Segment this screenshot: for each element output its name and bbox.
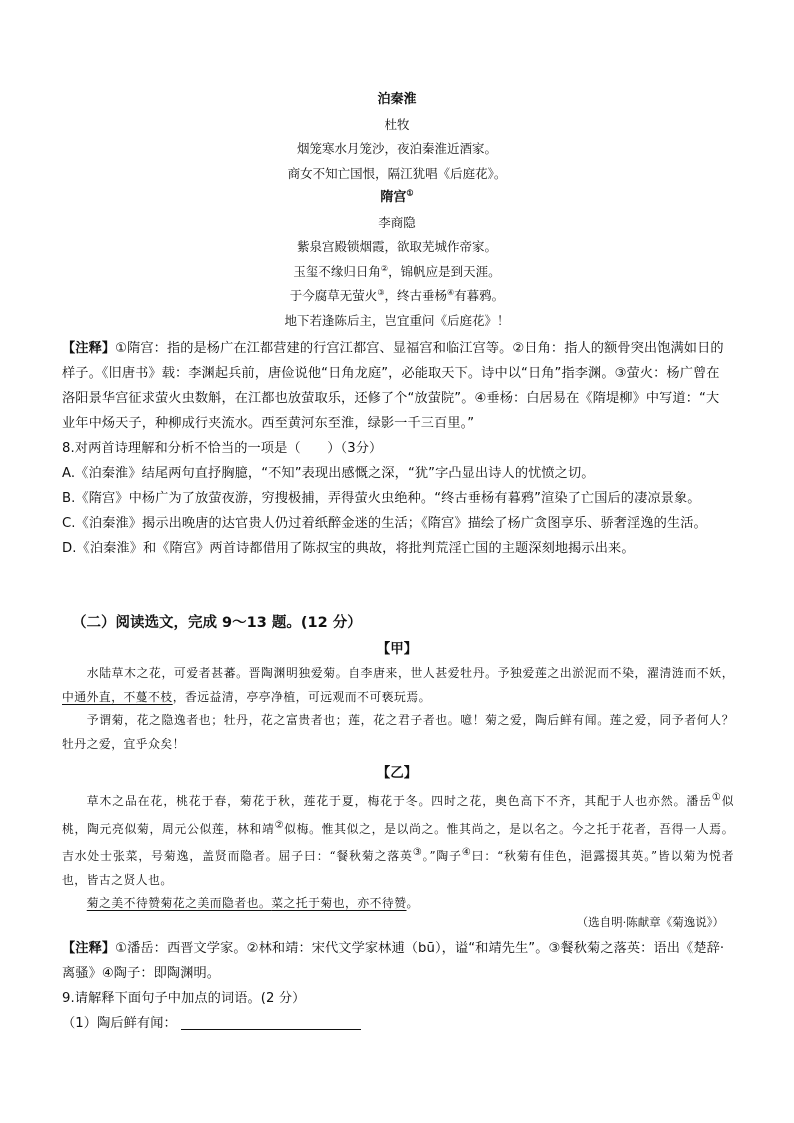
text-notes-paragraph <box>62 936 732 986</box>
poem1-line-2: 商女不知亡国恨，隔江犹唱《后庭花》。 <box>287 165 507 181</box>
yi-p2-underlined-1: 菊之美不待赞菊花之美而隐者也。 <box>86 896 272 911</box>
q9-item-1 <box>62 1011 732 1036</box>
poem2-line-2b: ，锦帆应是到天涯。 <box>388 263 501 279</box>
jia-p1-b: ，香远益清，亭亭净植，可远观而不可亵玩焉。 <box>172 689 431 704</box>
text-notes <box>62 936 732 986</box>
poem2-note-4: ④ <box>447 287 455 297</box>
q8-option-b: B.《隋宫》中杨广为了放萤夜游，穷搜极捕，弄得萤火虫绝种。“终古垂杨有暮鸦”渲染了亡国后的凄凉景象。 <box>62 491 701 506</box>
poem2-title-note: ① <box>406 187 414 198</box>
poem1-author: 杜牧 <box>384 116 410 132</box>
poem2-line-1: 紫泉宫殿锁烟霞，欲取芜城作帝家。 <box>296 239 497 254</box>
q8-option-d: D.《泊秦淮》和《隋宫》两首诗都借用了陈叔宝的典故，将批判荒淫亡国的主题深刻地揭示出来。 <box>62 541 635 556</box>
poem2-author: 李商隐 <box>378 214 416 230</box>
poem-notes <box>62 336 732 436</box>
jia-paragraph-1 <box>62 662 734 709</box>
q9-stem: 9.请解释下面句子中加点的词语。(2 分） <box>62 991 306 1006</box>
poem2-note-3: ③ <box>377 287 385 297</box>
poem2-line-2 <box>0 260 794 285</box>
notes1-text: ①隋宫：指的是杨广在江都营建的行宫江都宫、显福宫和临江宫等。②日角：指人的额骨突出饱满如日的样子。《旧唐书》载：李渊起兵前，唐俭说他“日角龙庭”，必能取天下。诗中以“日角”指李渊。③萤火：杨广曾在洛阳景华宫征求萤火虫数斛，在江都也放萤取乐，还修了个“放萤院”。④垂杨：白居易在《隋堤柳》中写道：“大业年中炀天子，种柳成行夹流水。西至黄河东至淮，绿影一千三百里。” <box>62 341 724 431</box>
section-2-heading: （二）阅读选文，完成 9～13 题。(12 分） <box>72 615 362 631</box>
yi-p1-e: 曰：“秋菊有佳色，浥露掇其英。”皆以菊为悦者也，皆古之贤人也。 <box>62 848 735 887</box>
poem1-title: 泊秦淮 <box>377 92 417 107</box>
q9-answer-blank-1[interactable] <box>181 1015 361 1030</box>
jia-text <box>62 662 734 756</box>
yi-paragraph-1 <box>62 786 734 892</box>
notes2-label: 【注释】 <box>62 941 116 956</box>
yi-note-3: ③ <box>412 847 423 859</box>
poem-sui-gong <box>0 186 794 333</box>
yi-source: （选自明·陈献章《菊逸说》） <box>576 915 724 929</box>
yi-p1-d: 。”陶子 <box>422 848 462 863</box>
q8-stem: 8.对两首诗理解和分析不恰当的一项是（ ）（3分） <box>62 441 383 456</box>
poem2-line-3 <box>0 284 794 309</box>
poem1-line-1: 烟笼寒水月笼沙，夜泊秦淮近酒家。 <box>296 141 497 156</box>
poem2-line-2a: 玉玺不缘归日角 <box>293 263 381 279</box>
yi-text <box>62 786 734 916</box>
notes1-label: 【注释】 <box>62 341 116 356</box>
poem-bo-qin-huai <box>0 88 794 186</box>
question-8 <box>62 436 732 561</box>
yi-note-1: ① <box>711 792 722 803</box>
jia-p1-a: 水陆草木之花，可爱者甚蕃。晋陶渊明独爱菊。自李唐来，世人甚爱牡丹。予独爱莲之出淤泥而不染，濯清涟而不妖， <box>86 666 734 680</box>
q8-option-c: C.《泊秦淮》揭示出晚唐的达官贵人仍过着纸醉金迷的生活；《隋宫》描绘了杨广贪图享乐、骄奢淫逸的生活。 <box>62 516 707 531</box>
yi-p1-b: 似桃，陶元亮似菊，周元公似莲，林和靖 <box>62 793 734 836</box>
yi-note-4: ④ <box>461 847 472 859</box>
q8-option-a: A.《泊秦淮》结尾两句直抒胸臆，“不知”表现出感慨之深，“犹”字凸显出诗人的忧愤之切。 <box>62 466 595 481</box>
question-9 <box>62 986 732 1036</box>
yi-p2-underlined-2: 菜之托于菊也，亦不待赞 <box>271 896 407 911</box>
yi-p1-c: 似梅。惟其似之，是以尚之。惟其尚之，是以名之。今之托于花者，吾得一人焉。吉水处士张菜，号菊逸，盖贤而隐者。屈子曰：“餐秋菊之落英 <box>62 821 734 863</box>
poem2-line-3b: ，终古垂杨 <box>384 288 447 303</box>
q9-item-1-label: （1）陶后鲜有闻： <box>62 1016 177 1031</box>
yi-p1-a: 草木之品在花，桃花于春，菊花于秋，莲花于夏，梅花于冬。四时之花，奥色高下不齐，其配于人也亦然。潘岳 <box>86 793 712 808</box>
yi-label: 【乙】 <box>376 765 418 781</box>
jia-label: 【甲】 <box>376 641 418 657</box>
jia-p1-underlined: 中通外直，不蔓不枝 <box>62 689 173 704</box>
poem2-note-2: ② <box>380 263 389 273</box>
yi-note-2: ② <box>274 819 285 831</box>
poem2-line-3a: 于今腐草无萤火 <box>289 288 378 303</box>
poem2-title-line <box>0 186 794 211</box>
poem2-line-4: 地下若逢陈后主，岂宜重问《后庭花》！ <box>284 312 510 328</box>
notes2-text: ①潘岳：西晋文学家。②林和靖：宋代文学家林逋（bū），谥“和靖先生”。③餐秋菊之落英：语出《楚辞·离骚》④陶子：即陶渊明。 <box>62 941 725 981</box>
poem2-line-3c: 有暮鸦。 <box>454 288 505 303</box>
jia-paragraph-2: 予谓菊，花之隐逸者也；牡丹，花之富贵者也；莲，花之君子者也。噫！菊之爱，陶后鲜有闻。莲之爱，同予者何人？牡丹之爱，宜乎众矣！ <box>62 713 734 751</box>
yi-p2-end: 。 <box>406 896 419 911</box>
poem2-title: 隋宫 <box>380 190 407 205</box>
poem-notes-paragraph <box>62 336 732 436</box>
